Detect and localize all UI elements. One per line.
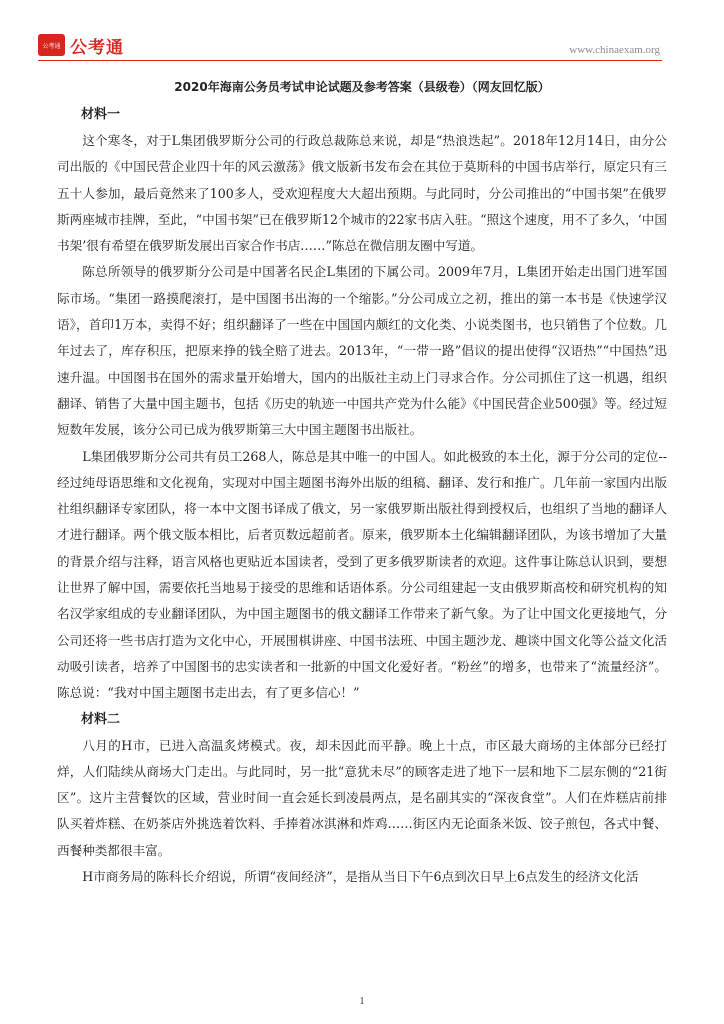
logo-badge: 公考通 [38, 34, 65, 56]
paragraph: L集团俄罗斯分公司共有员工268人，陈总是其中唯一的中国人。如此极致的本土化，源于分公司的定位--经过纯母语思维和文化视角，实现对中国主题图书海外出版的组稿、翻译、发行和推广。几年前一家国内出版社组织翻译专家团队，将一本中文图书译成了俄文，另一家俄罗斯出版社得到授权后，也组织了当地的翻译人才进行翻译。两个俄文版本相比，后者页数远超前者。原来，俄罗斯本土化编辑翻译团队，为该书增加了大量的背景介绍与注释，语言风格也更贴近本国读者，受到了更多俄罗斯读者的欢迎。这件事让陈总认识到，要想让世界了解中国，需要依托当地易于接受的思维和话语体系。分公司组建起一支由俄罗斯高校和研究机构的知名汉学家组成的专业翻译团队，为中国主题图书的俄文翻译工作带来了新气象。为了让中国文化更接地气，分公司还将一些书店打造为文化中心，开展围棋讲座、中国书法班、中国主题沙龙、趣谈中国文化等公益文化活动吸引读者，培养了中国图书的忠实读者和一批新的中国文化爱好者。“粉丝”的增多，也带来了“流量经济”。陈总说：“我对中国主题图书走出去，有了更多信心！” [57, 448, 667, 701]
paragraph: H市商务局的陈科长介绍说，所谓“夜间经济”，是指从当日下午6点到次日早上6点发生的经济文化活 [82, 869, 639, 885]
document-title: 2020年海南公务员考试申论试题及参考答案（县级卷）（网友回忆版） [174, 80, 550, 94]
document-body [57, 74, 667, 890]
page-header [0, 0, 724, 62]
paragraph: 八月的H市，已进入高温炙烤模式。夜，却未因此而平静。晚上十点，市区最大商场的主体部分已经打烊，人们陆续从商场大门走出。与此同时，另一批“意犹未尽”的顾客走进了地下一层和地下二层东侧的“21街区”。这片主营餐饮的区域，营业时间一直会延长到凌晨两点，是名副其实的“深夜食堂”。人们在炸糕店前排队买着炸糕、在奶茶店外挑选着饮料、手捧着冰淇淋和炸鸡……街区内无论面条米饭、饺子煎包，各式中餐、西餐种类都很丰富。 [57, 737, 667, 858]
site-url: www.chinaexam.org [569, 44, 660, 56]
paragraph: 这个寒冬，对于L集团俄罗斯分公司的行政总裁陈总来说，却是“热浪迭起”。2018年12月14日，由分公司出版的《中国民营企业四十年的风云激荡》俄文版新书发布会在其位于莫斯科的中国书店举行，原定只有三五十人参加，最后竟然来了100多人，受欢迎程度大大超出预期。与此同时，分公司推出的“中国书架”在俄罗斯两座城市挂牌，至此，“中国书架”已在俄罗斯12个城市的22家书店入驻。“照这个速度，用不了多久，‘中国书架’很有希望在俄罗斯发展出百家合作书店……”陈总在微信朋友圈中写道。 [57, 133, 667, 254]
section-heading-material-1: 材料一 [81, 107, 121, 122]
header-divider [38, 60, 662, 61]
page-number: 1 [359, 996, 365, 1007]
logo-text: 公考通 [70, 38, 124, 58]
section-heading-material-2: 材料二 [81, 711, 121, 727]
paragraph: 陈总所领导的俄罗斯分公司是中国著名民企L集团的下属公司。2009年7月，L集团开始走出国门进军国际市场。“集团一路摸爬滚打，是中国图书出海的一个缩影。”分公司成立之初，推出的第一本书是《快速学汉语》，首印1万本，卖得不好；组织翻译了一些在中国国内颇红的文化类、小说类图书，也只销售了个位数。几年过去了，库存积压，把原来挣的钱全赔了进去。2013年，“一带一路”倡议的提出使得“汉语热”“中国热”迅速升温。中国图书在国外的需求量开始增大，国内的出版社主动上门寻求合作。分公司抓住了这一机遇，组织翻译、销售了大量中国主题书，包括《历史的轨迹一中国共产党为什么能》《中国民营企业500强》等。经过短短数年发展，该分公司已成为俄罗斯第三大中国主题图书出版社。 [57, 264, 667, 438]
